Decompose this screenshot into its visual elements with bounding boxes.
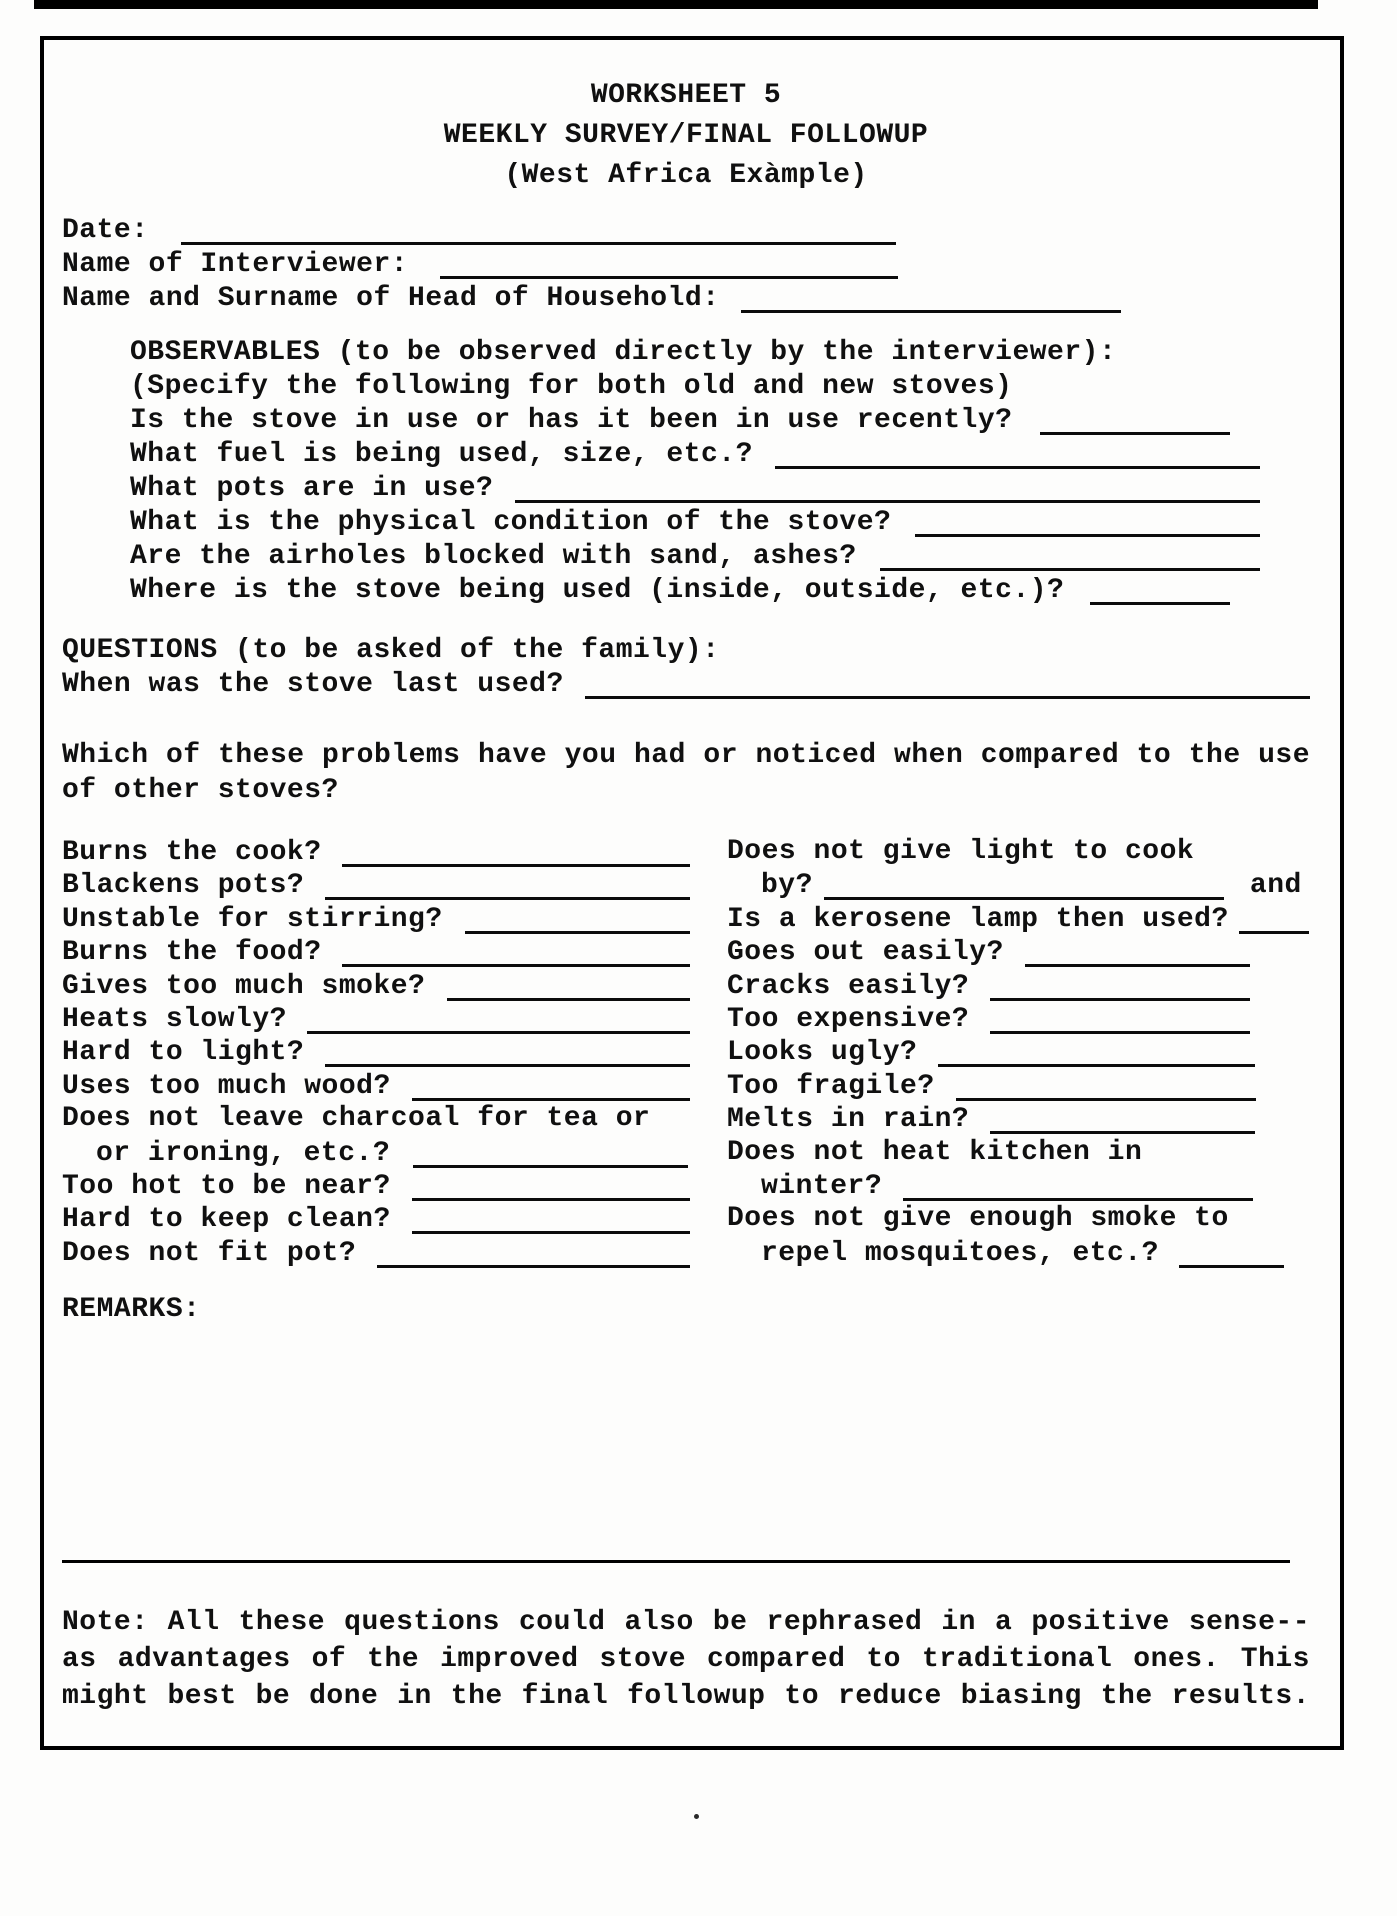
problem-blank [1239,911,1309,934]
problem-blank [990,978,1250,1001]
scan-speck [694,1814,699,1819]
household-field-blank [741,290,1121,313]
problem-blank [465,911,690,934]
last-used-label: When was the stove last used? [62,669,564,700]
problem-label: or ironing, etc.? [96,1137,391,1169]
problems-row [62,1137,1310,1170]
problem-blank [307,1011,690,1034]
problems-row [62,1170,1310,1203]
problem-blank [1025,944,1250,967]
problem-label: Does not give enough smoke to [727,1203,1229,1235]
problems-row [62,936,1310,969]
problems-row [62,903,1310,936]
problem-blank [412,1211,690,1234]
note-line: might best be done in the final followup to reduce biasing the results. [62,1681,1310,1712]
problem-blank [447,978,690,1001]
problem-blank [990,1111,1255,1134]
problem-blank [413,1145,688,1168]
observable-item-label: Where is the stove being used (inside, outside, etc.)? [130,575,1065,606]
problem-label: Does not heat kitchen in [727,1136,1143,1168]
interviewer-field-row [62,248,1310,282]
remarks-section [62,1294,1310,1325]
problem-blank [956,1078,1256,1101]
problem-label: Burns the food? [62,937,322,969]
problem-label: Heats slowly? [62,1004,287,1036]
observables-subheading: (Specify the following for both old and new stoves) [130,371,1013,402]
separator-rule [62,1560,1290,1563]
problem-label: Hard to keep clean? [62,1204,391,1236]
problem-blank [342,944,690,967]
household-field-label: Name and Surname of Head of Household: [62,283,720,314]
problem-label: Hard to light? [62,1037,305,1069]
header-fields [62,214,1310,316]
scan-artifact-top-bar [34,0,1318,9]
observable-item-blank [915,514,1260,537]
problem-label: Cracks easily? [727,970,970,1002]
problems-row [62,869,1310,902]
remarks-label: REMARKS: [62,1294,201,1325]
problem-blank [990,1011,1250,1034]
problem-label: Does not fit pot? [62,1237,357,1269]
problems-row [62,836,1310,869]
problem-blank [824,877,1224,900]
problem-blank [377,1245,690,1268]
problem-label: Does not give light to cook [727,836,1195,867]
interviewer-field-blank [440,256,898,279]
problem-label-suffix: and [1249,870,1302,902]
problems-intro-line1: Which of these problems have you had or noticed when compared to the use [62,740,1310,771]
problems-row [62,970,1310,1003]
date-field-label: Date: [62,215,149,246]
note-section [62,1604,1310,1715]
problem-blank [903,1178,1253,1201]
observable-item-row [130,438,1310,472]
problem-label: Melts in rain? [727,1104,970,1136]
observable-item-blank [1090,582,1230,605]
problem-label: winter? [761,1171,883,1203]
observable-item-blank [775,446,1260,469]
observable-item-blank [515,480,1260,503]
problem-label: Looks ugly? [727,1037,918,1069]
observable-item-row [130,540,1310,574]
observable-item-label: What fuel is being used, size, etc.? [130,439,753,470]
observables-heading: OBSERVABLES (to be observed directly by the interviewer): [130,337,1117,368]
observables-section [130,336,1310,608]
problem-label: by? [761,870,813,902]
survey-subtitle: (West Africa Exàmple) [504,160,868,191]
problem-label: Too fragile? [727,1070,935,1102]
problem-label: Blackens pots? [62,870,305,902]
problem-label: Too expensive? [727,1004,970,1036]
problem-label: Burns the cook? [62,837,322,868]
problem-label: Too hot to be near? [62,1171,391,1203]
questions-heading: QUESTIONS (to be asked of the family): [62,635,720,666]
date-field-blank [181,222,896,245]
survey-title: WEEKLY SURVEY/FINAL FOLLOWUP [443,120,929,151]
problem-blank [1179,1245,1284,1268]
problem-blank [342,844,690,867]
problem-blank [412,1078,690,1101]
problem-label: repel mosquitoes, etc.? [761,1237,1159,1269]
problems-row [62,1203,1310,1236]
problem-label: Gives too much smoke? [62,970,426,1002]
note-line: as advantages of the improved stove compared to traditional ones. This [62,1644,1310,1675]
problems-intro-line2: of other stoves? [62,775,339,806]
observable-item-row [130,472,1310,506]
observable-item-row [130,404,1310,438]
problems-row [62,1070,1310,1103]
problems-intro [62,738,1310,808]
observable-item-blank [880,548,1260,571]
problems-row [62,1103,1310,1136]
observable-item-label: What is the physical condition of the stove? [130,507,892,538]
date-field-row [62,214,1310,248]
observable-item-label: Are the airholes blocked with sand, ashes? [130,541,857,572]
last-used-row [62,668,1310,702]
note-line: Note: All these questions could also be rephrased in a positive sense-- [62,1607,1310,1638]
problems-row [62,1003,1310,1036]
questions-section [62,634,1310,702]
problem-label: Does not leave charcoal for tea or [62,1103,651,1135]
problems-row [62,1237,1310,1270]
observable-item-label: Is the stove in use or has it been in use recently? [130,405,1013,436]
interviewer-field-label: Name of Interviewer: [62,249,409,280]
last-used-blank [585,676,1310,699]
problems-row [62,1036,1310,1069]
observable-item-row [130,574,1310,608]
problem-blank [325,877,690,900]
observable-item-label: What pots are in use? [130,473,494,504]
observable-item-blank [1040,412,1230,435]
title-block [62,76,1310,196]
problem-label: Unstable for stirring? [62,903,443,935]
problems-list [62,836,1310,1270]
problem-label: Is a kerosene lamp then used? [727,903,1229,935]
household-field-row [62,282,1310,316]
problem-blank [325,1044,690,1067]
worksheet-number: WORKSHEET 5 [590,80,782,111]
problem-label: Uses too much wood? [62,1070,391,1102]
problem-blank [938,1044,1255,1067]
problem-blank [412,1178,690,1201]
observable-item-row [130,506,1310,540]
problem-label: Goes out easily? [727,937,1004,969]
